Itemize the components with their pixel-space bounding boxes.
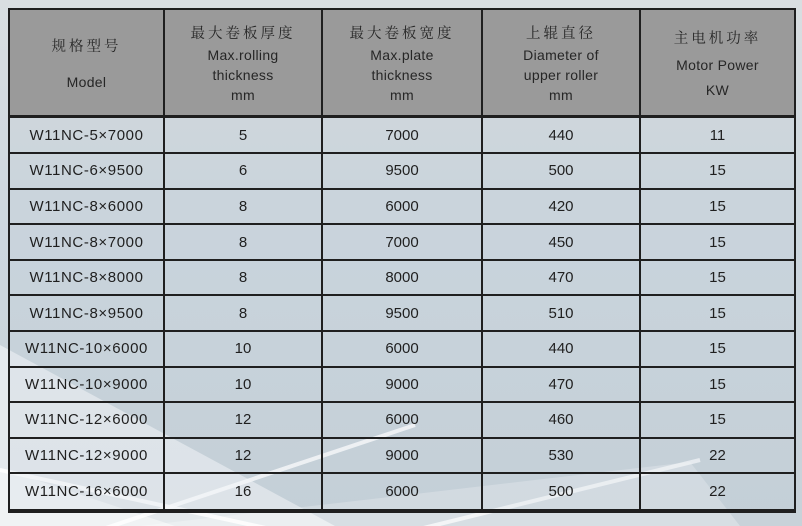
column-header-lines [165,10,321,115]
value-cell: 8000 [322,260,482,296]
value-cell: 8 [164,189,322,225]
value-cell: 15 [640,224,795,260]
value-cell: 22 [640,473,795,511]
model-cell: W11NC-8×9500 [9,295,164,331]
spec-table [8,8,796,513]
model-cell: W11NC-6×9500 [9,153,164,189]
model-cell: W11NC-12×6000 [9,402,164,438]
value-cell: 9000 [322,438,482,474]
column-header-max-plate-width [322,9,482,117]
value-cell: 15 [640,402,795,438]
header-line-en: mm [231,87,255,103]
table-row [9,473,795,511]
header-line-zh: 主电机功率 [673,31,762,47]
value-cell: 12 [164,402,322,438]
header-line-en: Diameter of [523,47,599,63]
header-line-en: KW [705,82,730,98]
value-cell: 9000 [322,367,482,403]
table-row [9,189,795,225]
value-cell: 8 [164,260,322,296]
column-header-upper-roller-diameter [482,9,640,117]
header-line-zh: 最大卷板厚度 [190,26,296,42]
value-cell: 9500 [322,295,482,331]
column-header-max-rolling-thickness [164,9,322,117]
value-cell: 6 [164,153,322,189]
value-cell: 16 [164,473,322,511]
value-cell: 15 [640,331,795,367]
model-cell: W11NC-8×8000 [9,260,164,296]
column-header-lines [483,10,639,115]
header-line-zh: 上辊直径 [526,26,596,42]
value-cell: 470 [482,367,640,403]
table-row [9,117,795,154]
value-cell: 15 [640,189,795,225]
table-header [9,9,795,117]
model-cell: W11NC-10×6000 [9,331,164,367]
value-cell: 10 [164,367,322,403]
value-cell: 11 [640,117,795,154]
table-row [9,153,795,189]
header-line-en: upper roller [523,67,599,83]
value-cell: 5 [164,117,322,154]
header-line-en: Max.rolling [207,47,279,63]
table-body [9,117,795,512]
header-line-en: mm [549,87,573,103]
value-cell: 7000 [322,224,482,260]
value-cell: 440 [482,117,640,154]
value-cell: 15 [640,153,795,189]
value-cell: 6000 [322,402,482,438]
value-cell: 510 [482,295,640,331]
column-header-motor-power [640,9,795,117]
model-cell: W11NC-8×7000 [9,224,164,260]
table-row [9,331,795,367]
value-cell: 500 [482,153,640,189]
value-cell: 8 [164,224,322,260]
table-row [9,295,795,331]
value-cell: 6000 [322,331,482,367]
model-cell: W11NC-8×6000 [9,189,164,225]
model-cell: W11NC-10×9000 [9,367,164,403]
header-line-en: thickness [212,67,274,83]
table-row [9,260,795,296]
value-cell: 15 [640,260,795,296]
value-cell: 15 [640,295,795,331]
column-header-lines [641,10,794,115]
column-header-lines [10,10,163,115]
model-cell: W11NC-12×9000 [9,438,164,474]
table-row [9,402,795,438]
header-line-en: mm [390,87,414,103]
header-line-zh: 规格型号 [51,39,122,56]
header-line-zh: 最大卷板宽度 [349,26,455,42]
value-cell: 15 [640,367,795,403]
value-cell: 530 [482,438,640,474]
column-header-model [9,9,164,117]
header-line-en: Max.plate [370,47,434,63]
column-header-lines [323,10,481,115]
value-cell: 7000 [322,117,482,154]
table-row [9,224,795,260]
value-cell: 22 [640,438,795,474]
model-cell: W11NC-5×7000 [9,117,164,154]
value-cell: 450 [482,224,640,260]
header-row [9,9,795,117]
value-cell: 500 [482,473,640,511]
header-line-en: Motor Power [676,57,759,73]
header-line-en: thickness [371,67,433,83]
model-cell: W11NC-16×6000 [9,473,164,511]
value-cell: 6000 [322,473,482,511]
value-cell: 9500 [322,153,482,189]
value-cell: 6000 [322,189,482,225]
value-cell: 12 [164,438,322,474]
value-cell: 8 [164,295,322,331]
value-cell: 10 [164,331,322,367]
value-cell: 440 [482,331,640,367]
header-line-en: Model [66,73,107,90]
table-row [9,438,795,474]
value-cell: 470 [482,260,640,296]
value-cell: 460 [482,402,640,438]
table-row [9,367,795,403]
value-cell: 420 [482,189,640,225]
